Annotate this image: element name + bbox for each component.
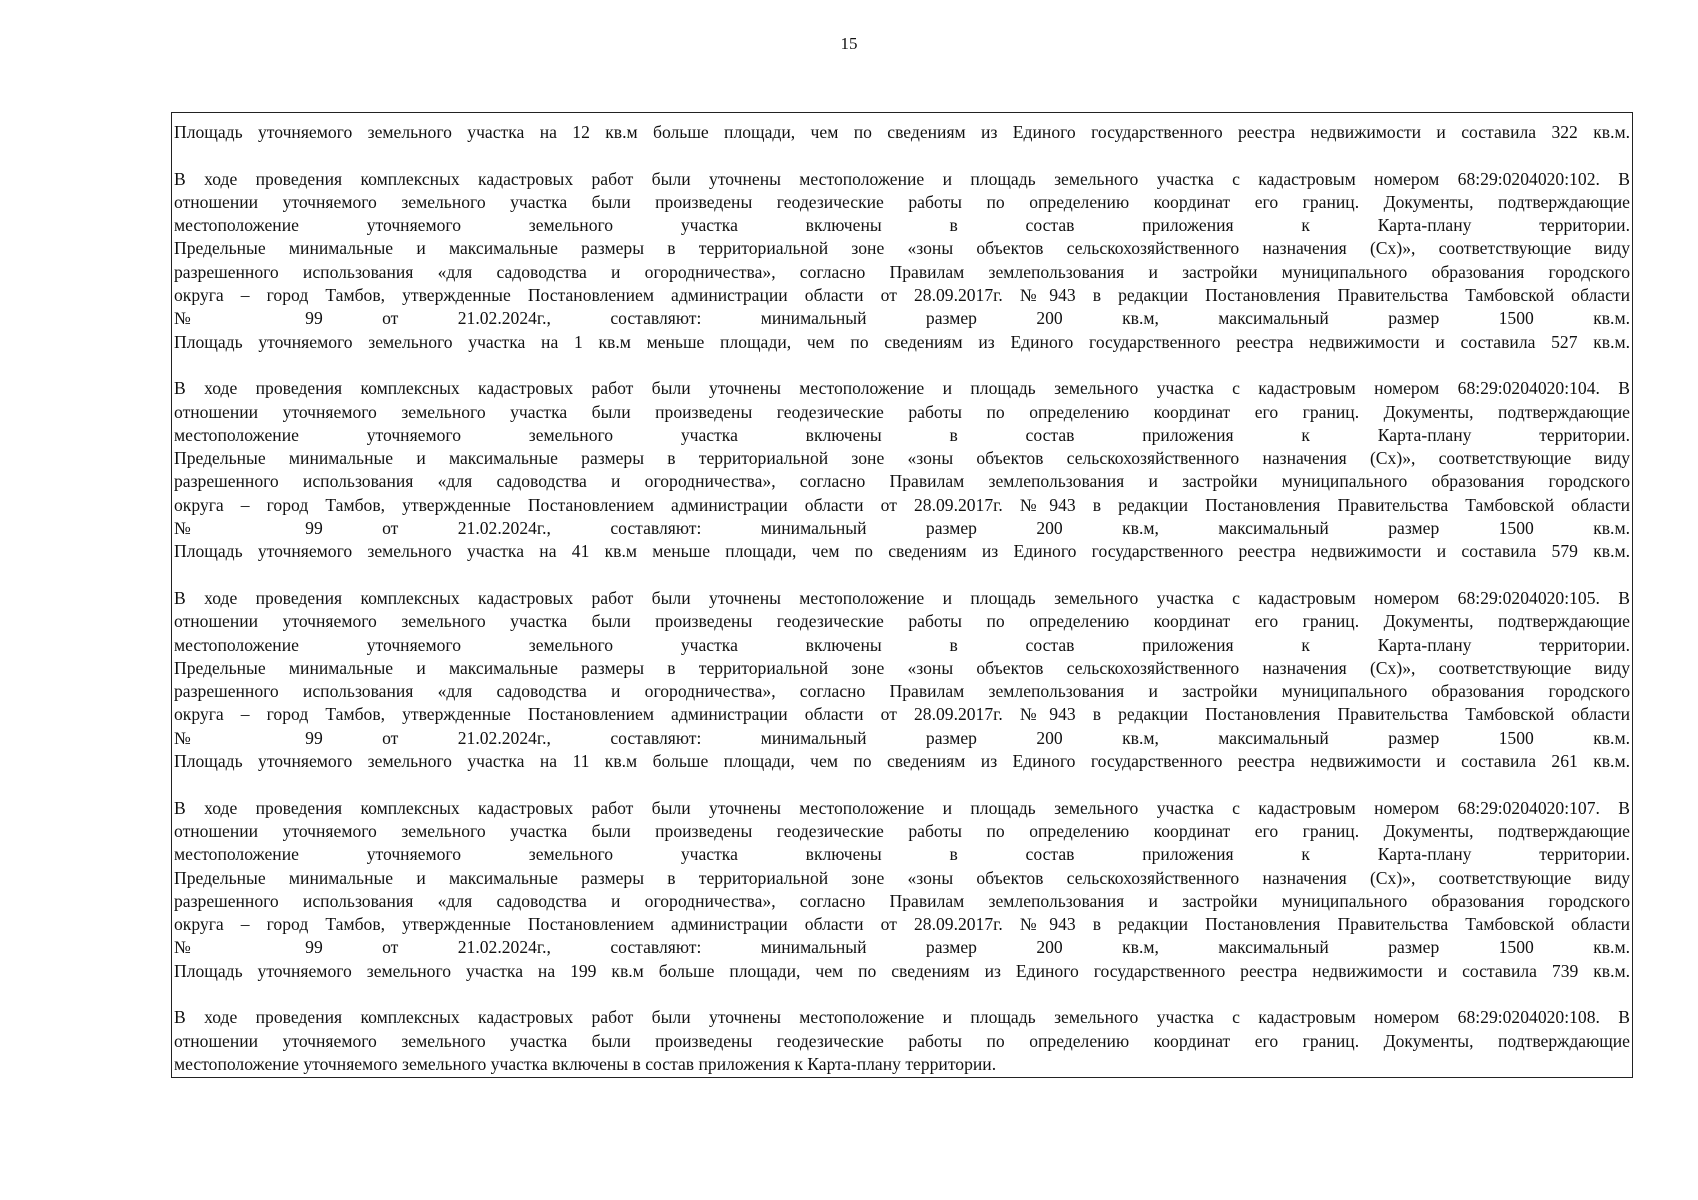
text-line: Площадь уточняемого земельного участка на 199 кв.м больше площади, чем по сведениям из Единого государственного реестра недвижимости и составила 739 кв.м.: [174, 960, 1630, 981]
paragraph: [174, 587, 1630, 773]
text-line: отношении уточняемого земельного участка были произведены геодезические работы по определению координат его границ. Документы, подтверждающие: [174, 1030, 1630, 1051]
paragraph: [174, 168, 1630, 354]
text-line: местоположение уточняемого земельного участка включены в состав приложения к Карта-плану территории.: [174, 844, 1630, 865]
text-line: В ходе проведения комплексных кадастровых работ были уточнены местоположение и площадь земельного участка с кадастровым номером 68:29:0204020:107. В: [174, 797, 1630, 818]
text-line: отношении уточняемого земельного участка были произведены геодезические работы по определению координат его границ. Документы, подтверждающие: [174, 191, 1630, 212]
text-line: Площадь уточняемого земельного участка на 41 кв.м меньше площади, чем по сведениям из Единого государственного реестра недвижимости и составила 579 кв.м.: [174, 541, 1630, 562]
page-number: 15: [840, 34, 858, 53]
text-line: разрешенного использования «для садоводства и огородничества», согласно Правилам землепользования и застройки муниципального образования городского: [174, 681, 1630, 702]
text-line: отношении уточняемого земельного участка были произведены геодезические работы по определению координат его границ. Документы, подтверждающие: [174, 401, 1630, 422]
document-frame: [171, 112, 1633, 1078]
text-line: № 99 от 21.02.2024г., составляют: минимальный размер 200 кв.м, максимальный размер 1500 кв.м.: [174, 308, 1630, 329]
text-line: № 99 от 21.02.2024г., составляют: минимальный размер 200 кв.м, максимальный размер 1500 кв.м.: [174, 937, 1630, 958]
text-line: Предельные минимальные и максимальные размеры в территориальной зоне «зоны объектов сельскохозяйственного назначения (Сх)», соответствующие виду: [174, 657, 1630, 678]
paragraph: [174, 121, 1630, 144]
text-line: местоположение уточняемого земельного участка включены в состав приложения к Карта-плану территории.: [174, 1053, 997, 1074]
text-line: округа – город Тамбов, утвержденные Постановлением администрации области от 28.09.2017г. №943 в редакции Постановления Правительства Тамбовской области: [174, 494, 1630, 515]
paragraph: [174, 377, 1630, 563]
text-line: Площадь уточняемого земельного участка на 11 кв.м больше площади, чем по сведениям из Единого государственного реестра недвижимости и составила 261 кв.м.: [174, 751, 1630, 772]
text-line: Предельные минимальные и максимальные размеры в территориальной зоне «зоны объектов сельскохозяйственного назначения (Сх)», соответствующие виду: [174, 448, 1630, 469]
text-line: местоположение уточняемого земельного участка включены в состав приложения к Карта-плану территории.: [174, 215, 1630, 236]
text-line: отношении уточняемого земельного участка были произведены геодезические работы по определению координат его границ. Документы, подтверждающие: [174, 820, 1630, 841]
text-line: В ходе проведения комплексных кадастровых работ были уточнены местоположение и площадь земельного участка с кадастровым номером 68:29:0204020:104. В: [174, 378, 1630, 399]
text-line: В ходе проведения комплексных кадастровых работ были уточнены местоположение и площадь земельного участка с кадастровым номером 68:29:0204020:102. В: [174, 168, 1630, 189]
text-line: местоположение уточняемого земельного участка включены в состав приложения к Карта-плану территории.: [174, 424, 1630, 445]
text-line: Предельные минимальные и максимальные размеры в территориальной зоне «зоны объектов сельскохозяйственного назначения (Сх)», соответствующие виду: [174, 867, 1630, 888]
paragraph: [174, 1006, 1630, 1076]
text-line: № 99 от 21.02.2024г., составляют: минимальный размер 200 кв.м, максимальный размер 1500 кв.м.: [174, 518, 1630, 539]
paragraph: [174, 797, 1630, 983]
text-line: разрешенного использования «для садоводства и огородничества», согласно Правилам землепользования и застройки муниципального образования городского: [174, 890, 1630, 911]
text-line: округа – город Тамбов, утвержденные Постановлением администрации области от 28.09.2017г. №943 в редакции Постановления Правительства Тамбовской области: [174, 704, 1630, 725]
text-line: № 99 от 21.02.2024г., составляют: минимальный размер 200 кв.м, максимальный размер 1500 кв.м.: [174, 727, 1630, 748]
text-line: округа – город Тамбов, утвержденные Постановлением администрации области от 28.09.2017г. №943 в редакции Постановления Правительства Тамбовской области: [174, 914, 1630, 935]
text-line: местоположение уточняемого земельного участка включены в состав приложения к Карта-плану территории.: [174, 634, 1630, 655]
text-line: В ходе проведения комплексных кадастровых работ были уточнены местоположение и площадь земельного участка с кадастровым номером 68:29:0204020:105. В: [174, 587, 1630, 608]
text-line: Предельные минимальные и максимальные размеры в территориальной зоне «зоны объектов сельскохозяйственного назначения (Сх)», соответствующие виду: [174, 238, 1630, 259]
text-line: разрешенного использования «для садоводства и огородничества», согласно Правилам землепользования и застройки муниципального образования городского: [174, 471, 1630, 492]
text-line: округа – город Тамбов, утвержденные Постановлением администрации области от 28.09.2017г. №943 в редакции Постановления Правительства Тамбовской области: [174, 285, 1630, 306]
text-line: В ходе проведения комплексных кадастровых работ были уточнены местоположение и площадь земельного участка с кадастровым номером 68:29:0204020:108. В: [174, 1007, 1630, 1028]
text-line: Площадь уточняемого земельного участка на 12 кв.м больше площади, чем по сведениям из Единого государственного реестра недвижимости и составила 322 кв.м.: [174, 122, 1630, 142]
text-line: отношении уточняемого земельного участка были произведены геодезические работы по определению координат его границ. Документы, подтверждающие: [174, 611, 1630, 632]
text-line: разрешенного использования «для садоводства и огородничества», согласно Правилам землепользования и застройки муниципального образования городского: [174, 261, 1630, 282]
text-line: Площадь уточняемого земельного участка на 1 кв.м меньше площади, чем по сведениям из Единого государственного реестра недвижимости и составила 527 кв.м.: [174, 331, 1630, 352]
